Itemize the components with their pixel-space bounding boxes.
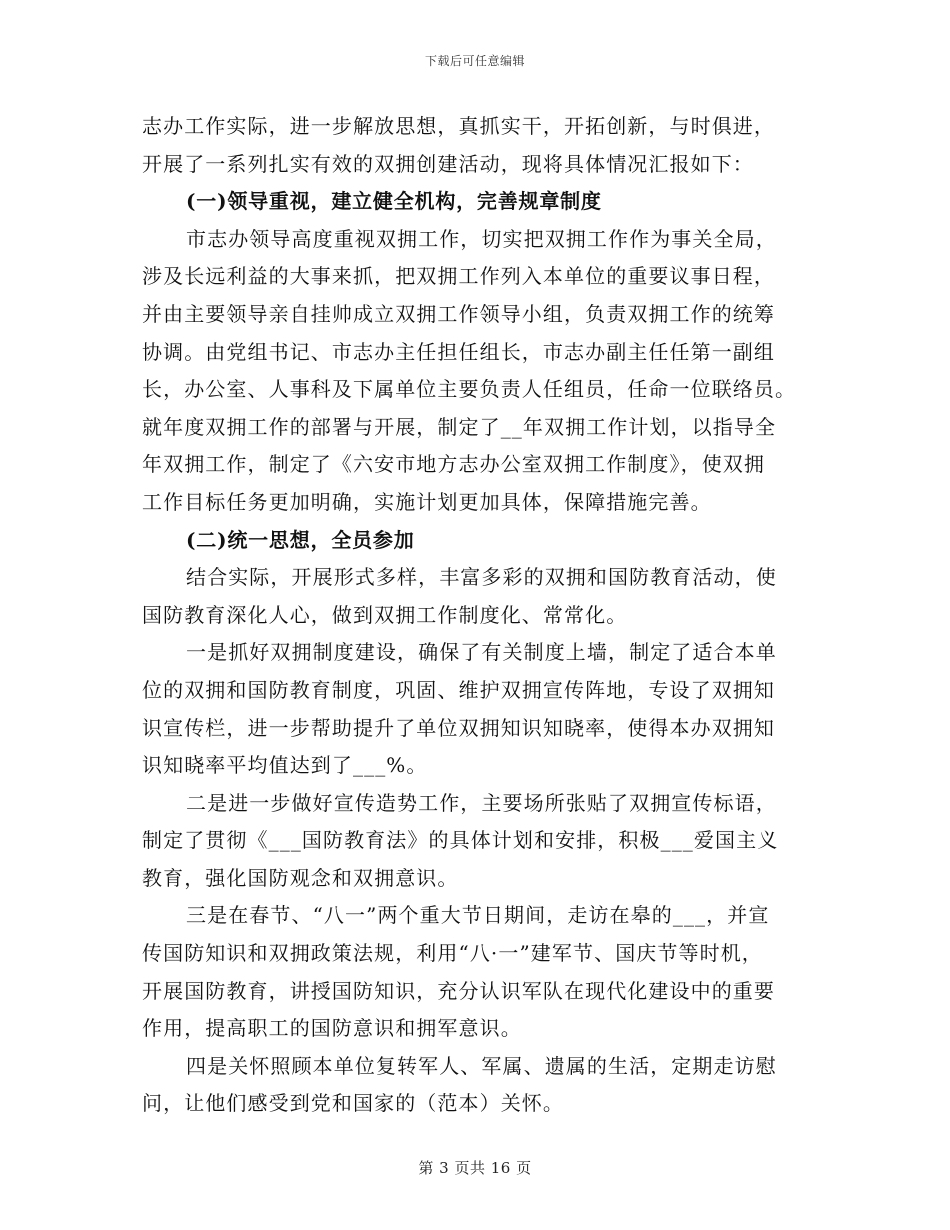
text-line: 四是关怀照顾本单位复转军人、军属、遗属的生活，定期走访慰	[186, 1053, 777, 1078]
text-line: 问，让他们感受到党和国家的（范本）关怀。	[142, 1091, 564, 1116]
text-line: 涉及长远利益的大事来抓，把双拥工作列入本单位的重要议事日程，	[142, 264, 775, 289]
text-line: 二是进一步做好宣传造势工作，主要场所张贴了双拥宣传标语，	[186, 790, 777, 815]
text-line: 结合实际，开展形式多样，丰富多彩的双拥和国防教育活动，使	[186, 565, 777, 590]
document-body	[142, 108, 810, 1123]
text-line: 作用，提高职工的国防意识和拥军意识。	[142, 1016, 522, 1041]
section-heading: (一)领导重视，建立健全机构，完善规章制度	[186, 189, 602, 214]
section-heading: (二)统一思想，全员参加	[186, 527, 415, 552]
text-line: 并由主要领导亲自挂帅成立双拥工作领导小组，负责双拥工作的统筹	[142, 301, 775, 326]
text-line: 协调。由党组书记、市志办主任担任组长，市志办副主任任第一副组	[142, 339, 775, 364]
text-line: 开展国防教育，讲授国防知识，充分认识军队在现代化建设中的重要	[142, 978, 775, 1003]
text-line: 制定了贯彻《___国防教育法》的具体计划和安排，积极___爱国主义	[142, 828, 779, 853]
text-line: 识宣传栏，进一步帮助提升了单位双拥知识知晓率，使得本办双拥知	[142, 715, 775, 740]
text-line: 长，办公室、人事科及下属单位主要负责人任组员，任命一位联络员。	[142, 377, 797, 402]
page-header: 下载后可任意编辑	[424, 54, 525, 68]
text-line: 国防教育深化人心，做到双拥工作制度化、常常化。	[142, 602, 628, 627]
text-line: 志办工作实际，进一步解放思想，真抓实干，开拓创新，与时俱进，	[142, 114, 775, 138]
text-line: 工作目标任务更加明确，实施计划更加具体，保障措施完善。	[142, 489, 712, 514]
text-line: 三是在春节、“八一”两个重大节日期间，走访在皋的___，并宣	[186, 903, 770, 928]
page-footer: 第 3 页共 16 页	[418, 1159, 532, 1177]
text-line: 开展了一系列扎实有效的双拥创建活动，现将具体情况汇报如下：	[142, 151, 754, 176]
text-line: 位的双拥和国防教育制度，巩固、维护双拥宣传阵地，专设了双拥知	[142, 677, 775, 702]
text-line: 传国防知识和双拥政策法规，利用“八·一”建军节、国庆节等时机，	[142, 941, 763, 966]
text-line: 一是抓好双拥制度建设，确保了有关制度上墙，制定了适合本单	[186, 640, 777, 665]
text-line: 教育，强化国防观念和双拥意识。	[142, 865, 459, 890]
text-line: 识知晓率平均值达到了___%。	[142, 753, 428, 778]
text-line: 就年度双拥工作的部署与开展，制定了__年双拥工作计划，以指导全	[142, 414, 777, 439]
text-line: 市志办领导高度重视双拥工作，切实把双拥工作作为事关全局，	[186, 226, 777, 251]
text-line: 年双拥工作，制定了《六安市地方志办公室双拥工作制度》，使双拥	[142, 452, 765, 477]
